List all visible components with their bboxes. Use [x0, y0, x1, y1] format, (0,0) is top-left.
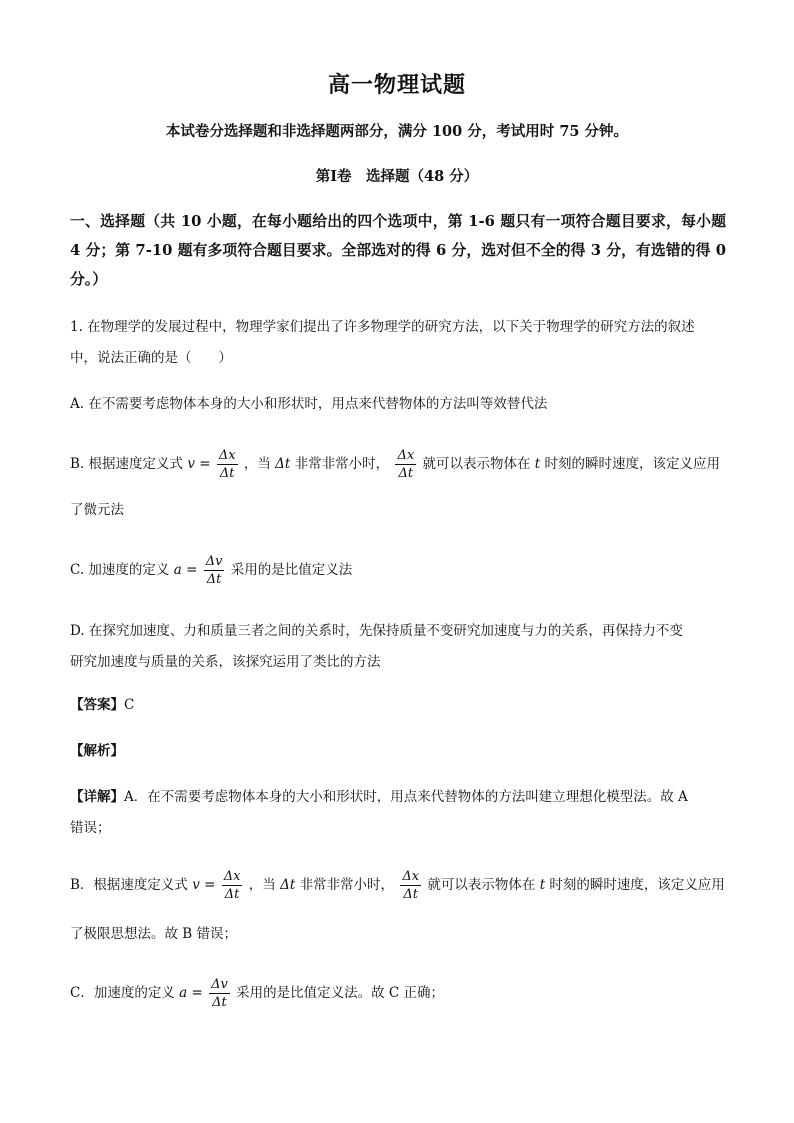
analysis-label [70, 741, 730, 761]
fraction-numerator: Δv [211, 977, 228, 992]
option-c [70, 552, 730, 588]
fraction-denominator: Δt [206, 572, 222, 587]
option-c-suffix: 采用的是比值定义法 [230, 562, 353, 578]
detail-b-suffix2: 时刻的瞬时速度，该定义应用 [549, 877, 725, 893]
detail-a-text: A．在不需要考虑物体本身的大小和形状时，用点来代替物体的方法叫建立理想化模型法。故 A [124, 789, 688, 805]
fraction-numerator: Δx [218, 448, 236, 463]
detail-b-suffix: 就可以表示物体在 [427, 877, 536, 893]
fraction-dx-dt-3 [222, 868, 243, 903]
page-title: 高一物理试题 [327, 72, 466, 98]
option-b-line-1 [70, 446, 730, 482]
detail-a-line-2: 错误； [70, 820, 111, 836]
question-1-stem-line-1: 1. 在物理学的发展过程中，物理学家们提出了许多物理学的研究方法，以下关于物理学的研究方法的叙述 [70, 319, 695, 335]
fraction-dx-dt-4 [400, 868, 421, 903]
section-heading: 第Ⅰ卷 选择题（48 分） [315, 168, 479, 185]
fraction-numerator: Δv [205, 554, 223, 569]
option-a: A. 在不需要考虑物体本身的大小和形状时，用点来代替物体的方法叫等效替代法 [70, 396, 548, 412]
answer-label: 【答案】 [70, 697, 124, 713]
answer-value: C [124, 697, 135, 713]
fraction-dx-dt [217, 447, 238, 482]
velocity-equation: v = [187, 456, 211, 472]
detail-a-line-1 [70, 787, 730, 807]
option-b-suffix2: 时刻的瞬时速度，该定义应用 [544, 456, 721, 472]
detail-b-mid: ，当 [248, 877, 276, 893]
analysis-label-text: 【解析】 [70, 743, 124, 759]
acceleration-equation: a = [173, 562, 198, 578]
fraction-numerator: Δx [402, 869, 420, 884]
detail-c-suffix: 采用的是比值定义法。故 C 正确； [236, 985, 445, 1001]
t-symbol: t [539, 877, 546, 893]
detail-b-line-2: 了极限思想法。故 B 错误； [70, 926, 238, 942]
fraction-numerator: Δx [223, 869, 241, 884]
acceleration-equation: a = [179, 985, 203, 1001]
delta-t-symbol: Δt [280, 877, 296, 893]
fraction-denominator: Δt [219, 466, 235, 481]
detail-c [70, 975, 730, 1011]
t-symbol: t [534, 456, 541, 472]
question-1-stem-line-2: 中，说法正确的是（ ） [70, 350, 232, 366]
option-b-prefix: B. 根据速度定义式 [70, 456, 184, 472]
detail-b-prefix: B．根据速度定义式 [70, 877, 188, 893]
detail-b-line-1 [70, 867, 730, 903]
detail-b-mid2: 非常非常小时， [299, 877, 395, 893]
fraction-dv-dt-2 [209, 976, 230, 1011]
fraction-denominator: Δt [212, 995, 227, 1010]
fraction-denominator: Δt [398, 466, 414, 481]
delta-t-symbol: Δt [275, 456, 291, 472]
fraction-denominator: Δt [224, 887, 240, 902]
velocity-equation: v = [192, 877, 216, 893]
exam-subtitle: 本试卷分选择题和非选择题两部分，满分 100 分，考试用时 75 分钟。 [165, 123, 629, 140]
fraction-numerator: Δx [397, 448, 415, 463]
option-b-suffix: 就可以表示物体在 [422, 456, 531, 472]
fraction-dv-dt [204, 553, 225, 588]
detail-c-prefix: C．加速度的定义 [70, 985, 175, 1001]
option-d-line-1: D. 在探究加速度、力和质量三者之间的关系时，先保持质量不变研究加速度与力的关系，再保持力不变 [70, 623, 683, 639]
detail-label: 【详解】 [70, 789, 124, 805]
fraction-dx-dt-2 [395, 447, 416, 482]
option-b-mid2: 非常非常小时， [294, 456, 390, 472]
fraction-denominator: Δt [403, 887, 419, 902]
option-b-mid: ，当 [243, 456, 271, 472]
option-c-prefix: C. 加速度的定义 [70, 562, 170, 578]
option-d-line-2: 研究加速度与质量的关系，该探究运用了类比的方法 [70, 654, 381, 670]
section-instructions: 一、选择题（共 10 小题，在每小题给出的四个选项中，第 1-6 题只有一项符合题目要求，每小题 4 分；第 7-10 题有多项符合题目要求。全部选对的得 6 分，选对但不全的得 3 分，有选错的得 0 分。） [70, 213, 726, 288]
answer-line [70, 695, 730, 715]
option-b-line-2: 了微元法 [70, 502, 124, 518]
